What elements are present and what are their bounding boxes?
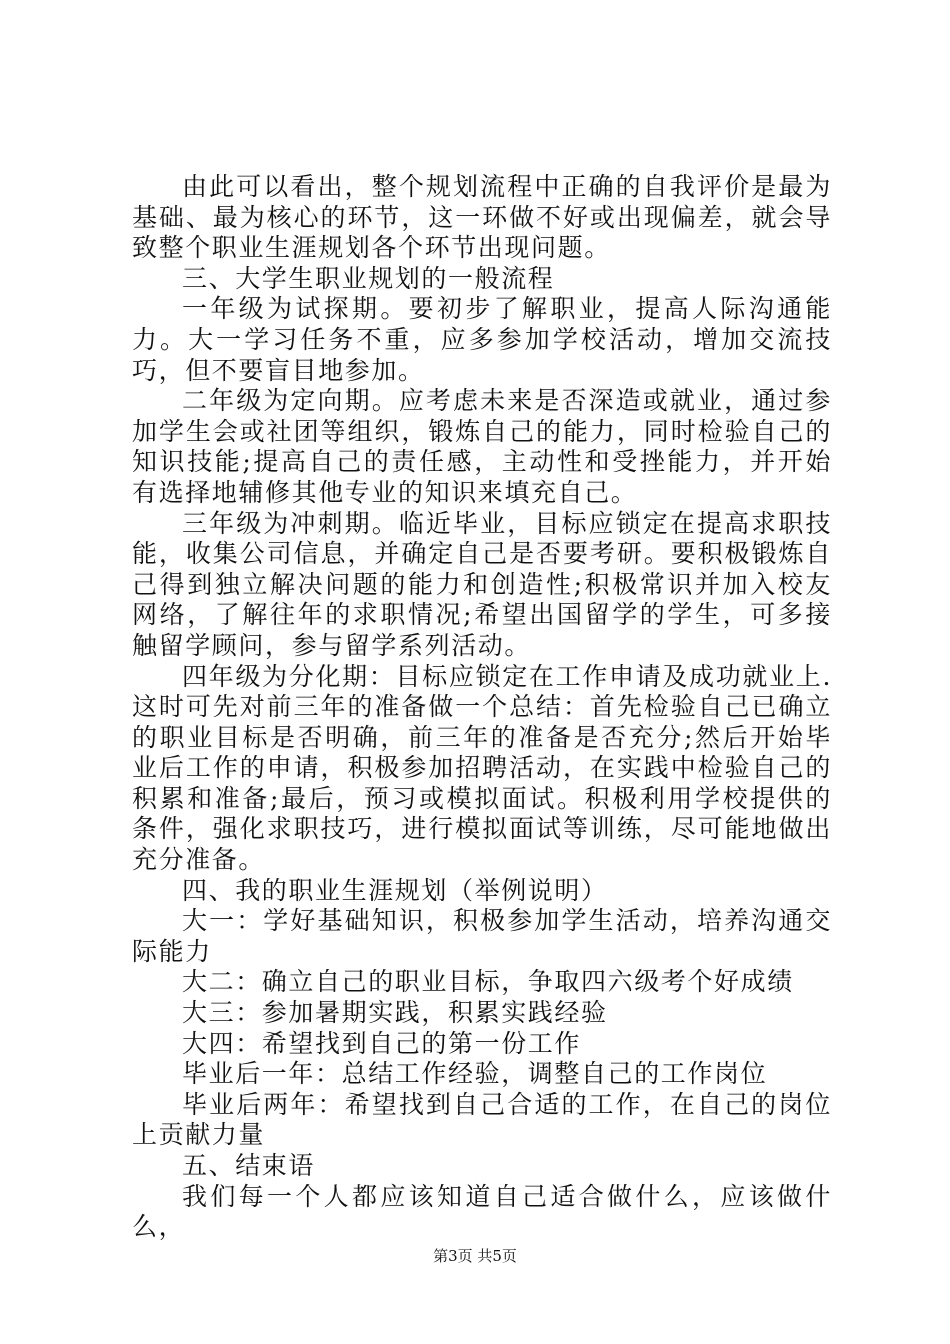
paragraph-closing: 我们每一个人都应该知道自己适合做什么，应该做什么，	[132, 1181, 832, 1242]
plan-item-year-four: 大四：希望找到自己的第一份工作	[182, 1028, 582, 1058]
plan-item-after-two-years: 毕业后两年：希望找到自己合适的工作，在自己的岗位上贡献力量	[132, 1089, 832, 1150]
page-footer: 第3页 共5页	[433, 1247, 517, 1265]
plan-item-year-one: 大一：学好基础知识，积极参加学生活动，培养沟通交际能力	[132, 906, 832, 966]
heading-section-four: 四、我的职业生涯规划（举例说明）	[182, 875, 608, 905]
heading-section-five: 五、结束语	[182, 1151, 316, 1180]
paragraph-third-year: 三年级为冲刺期。临近毕业，目标应锁定在提高求职技能，收集公司信息，并确定自己是否要考研。要积极锻炼自己得到独立解决问题的能力和创造性;积极常识并加入校友网络，了解往年的求职情况;希望出国留学的学生，可多接触留学顾问，参与留学系列活动。	[132, 508, 832, 660]
document-body	[132, 172, 832, 1243]
paragraph-conclusion-self-evaluation: 由此可以看出，整个规划流程中正确的自我评价是最为基础、最为核心的环节，这一环做不好或出现偏差，就会导致整个职业生涯规划各个环节出现问题。	[132, 172, 832, 263]
paragraph-first-year: 一年级为试探期。要初步了解职业，提高人际沟通能力。大一学习任务不重，应多参加学校活动，增加交流技巧，但不要盲目地参加。	[132, 294, 832, 385]
paragraph-second-year: 二年级为定向期。应考虑未来是否深造或就业，通过参加学生会或社团等组织，锻炼自己的能力，同时检验自己的知识技能;提高自己的责任感，主动性和受挫能力，并开始有选择地辅修其他专业的知识来填充自己。	[132, 386, 832, 507]
plan-item-year-three: 大三：参加暑期实践，积累实践经验	[182, 998, 608, 1028]
plan-item-after-one-year: 毕业后一年：总结工作经验，调整自己的工作岗位	[182, 1059, 768, 1089]
paragraph-fourth-year: 四年级为分化期：目标应锁定在工作申请及成功就业上.这时可先对前三年的准备做一个总结：首先检验自己已确立的职业目标是否明确，前三年的准备是否充分;然后开始毕业后工作的申请，积极参加招聘活动，在实践中检验自己的积累和准备;最后，预习或模拟面试。积极利用学校提供的条件，强化求职技巧，进行模拟面试等训练，尽可能地做出充分准备。	[132, 661, 832, 875]
heading-section-three: 三、大学生职业规划的一般流程	[182, 263, 555, 293]
plan-item-year-two: 大二：确立自己的职业目标，争取四六级考个好成绩	[182, 967, 794, 997]
